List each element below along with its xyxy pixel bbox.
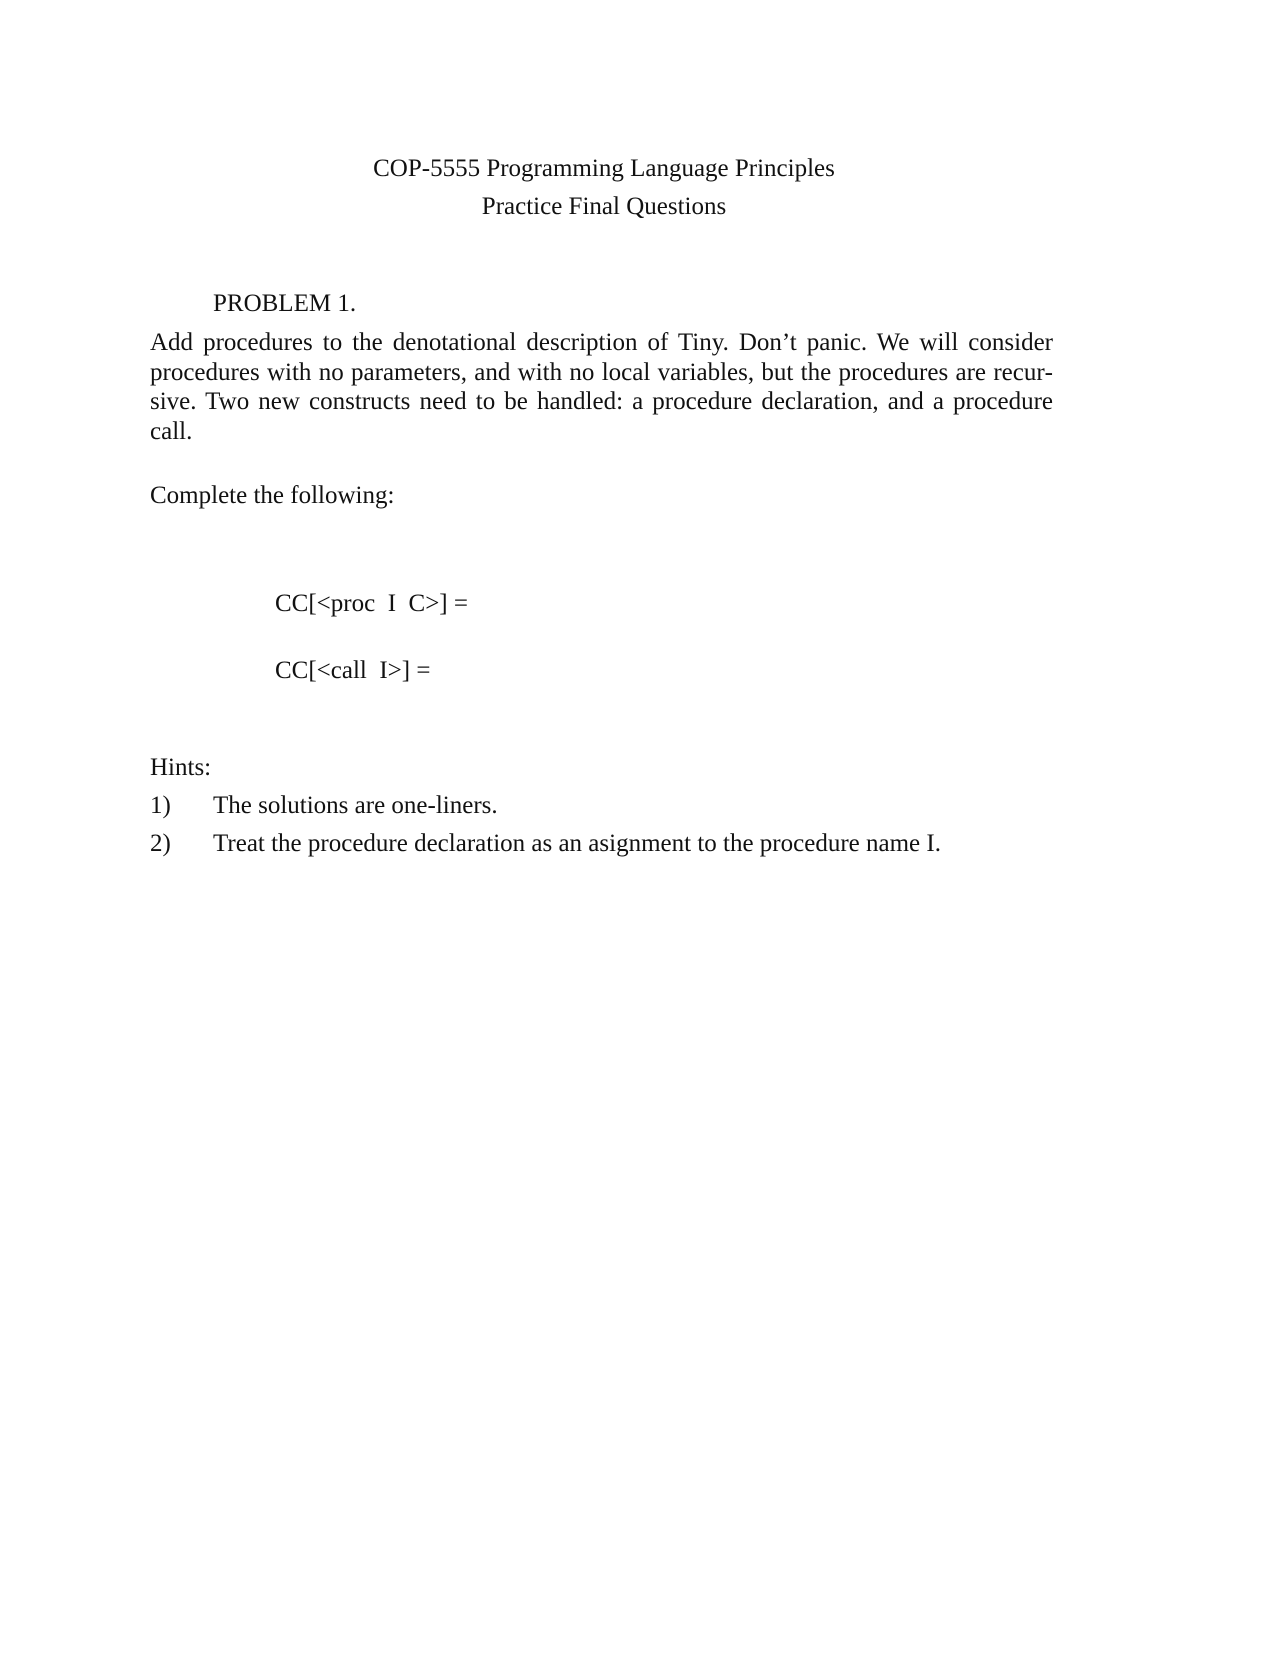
hint-item [150,792,498,820]
hints-label: Hints: [150,754,212,781]
problem-description: Add procedures to the denotational description of Tiny. Don’t panic. We will consider procedures with no parameters, and with no local variables, but the procedures are recursive. Two new constructs need to be handled: a procedure declaration, and a procedure call. [150,329,1053,445]
hint-text: Treat the procedure declaration as an asignment to the procedure name I. [213,830,941,857]
document-subtitle: Practice Final Questions [481,193,727,220]
hint-text: The solutions are one-liners. [213,792,498,819]
equation-proc: CC[<proc I C>] = [275,590,468,617]
equation-call: CC[<call I>] = [275,657,431,684]
problem-heading: PROBLEM 1. [213,290,357,317]
hint-number: 1) [150,792,171,819]
course-title: COP-5555 Programming Language Principles [373,155,835,182]
hint-number: 2) [150,830,171,857]
instruction-text: Complete the following: [150,482,395,509]
hint-item [150,830,941,858]
